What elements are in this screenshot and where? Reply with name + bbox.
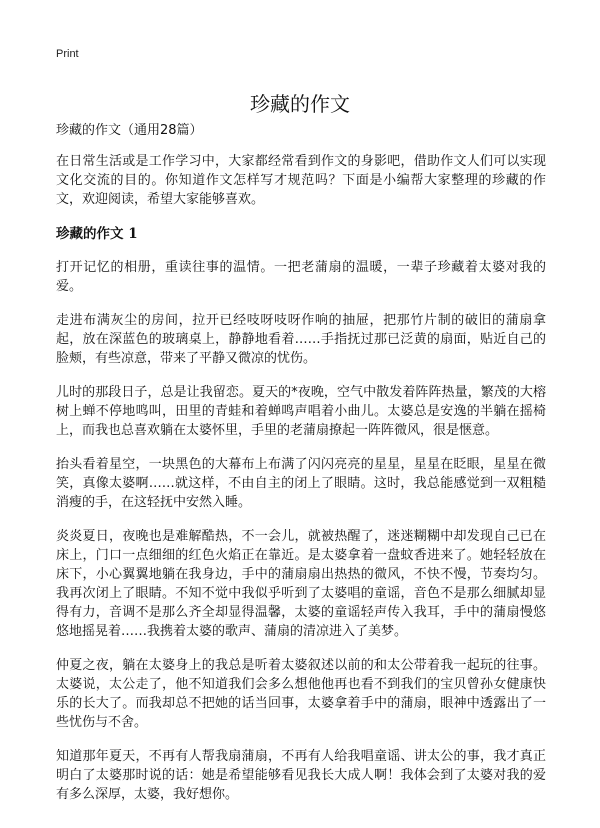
page-title: 珍藏的作文 [250, 92, 350, 117]
intro-paragraph: 在日常生活或是工作学习中，大家都经常看到作文的身影吧，借助作文人们可以实现文化交流的目的。你知道作文怎样写才规范吗？下面是小编帮大家整理的珍藏的作文，欢迎阅读，希望大家能够喜欢。 [56, 154, 546, 207]
print-label: Print [56, 48, 79, 60]
body-paragraph: 打开记忆的相册，重读往事的温情。一把老蒲扇的温暖，一辈子珍藏着太婆对我的爱。 [56, 260, 546, 294]
body-paragraph: 走进布满灰尘的房间，拉开已经吱呀吱呀作响的抽屉，把那竹片制的破旧的蒲扇拿起，放在深蓝色的玻璃桌上，静静地看着……手指抚过那已泛黄的扇面，贴近自己的脸颊，有些凉意，带来了平静又微凉的忧伤。 [56, 313, 546, 366]
body-paragraph: 仲夏之夜，躺在太婆身上的我总是听着太婆叙述以前的和太公带着我一起玩的往事。太婆说，太公走了，他不知道我们会多么想他他再也看不到我们的宝贝曾孙女健康快乐的长大了。而我却总不把她的话当回事，太婆拿着手中的蒲扇，眼神中透露出了一些忧伤与不舍。 [56, 658, 546, 730]
document-subtitle: 珍藏的作文（通用28篇） [56, 123, 203, 138]
body-paragraph: 知道那年夏天，不再有人帮我扇蒲扇，不再有人给我唱童谣、讲太公的事，我才真正明白了太婆那时说的话：她是希望能够看见我长大成人啊！我体会到了太婆对我的爱有多么深厚，太婆，我好想你。 [56, 749, 546, 802]
body-paragraph: 炎炎夏日，夜晚也是难解酷热，不一会儿，就被热醒了，迷迷糊糊中却发现自己已在床上，门口一点细细的红色火焰正在靠近。是太婆拿着一盘蚊香进来了。她轻轻放在床下，小心翼翼地躺在我身边，手中的蒲扇扇出热热的微风，不快不慢，节奏均匀。我再次闭上了眼睛。不知不觉中我似乎听到了太婆唱的童谣，音色不是那么细腻却显得有力，音调不是那么齐全却显得温馨，太婆的童谣轻声传入我耳，手中的蒲扇慢悠悠地摇晃着……我携着太婆的歌声、蒲扇的清凉进入了美梦。 [56, 529, 546, 639]
section-heading: 珍藏的作文 1 [56, 226, 138, 242]
document-body [56, 152, 546, 819]
body-paragraph: 抬头看着星空，一块黑色的大幕布上布满了闪闪亮亮的星星，星星在眨眼，星星在微笑，真像太婆啊……就这样，不由自主的闭上了眼睛。这时，我总能感觉到一双粗糙消瘦的手，在这轻抚中安然入睡。 [56, 457, 546, 510]
body-paragraph: 儿时的那段日子，总是让我留恋。夏天的*夜晚，空气中散发着阵阵热量，繁茂的大榕树上蝉不停地鸣叫，田里的青蛙和着蝉鸣声唱着小曲儿。太婆总是安逸的半躺在摇椅上，而我也总喜欢躺在太婆怀里，手里的老蒲扇撩起一阵阵微风，很是惬意。 [56, 385, 546, 438]
